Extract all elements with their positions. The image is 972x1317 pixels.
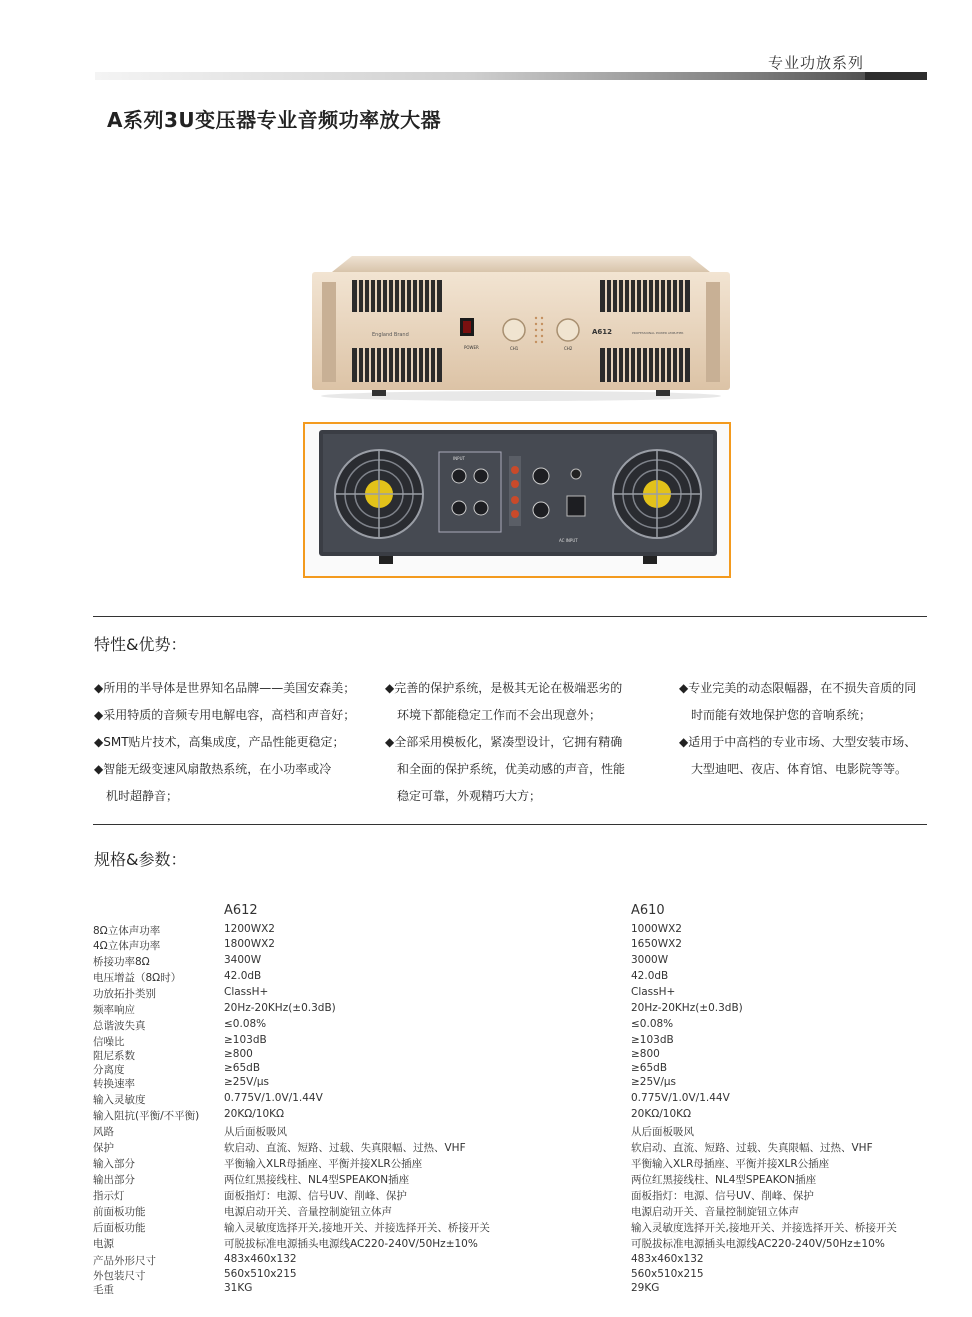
spec-value-a610: 29KG [631, 1282, 660, 1294]
spec-label: 功放拓扑类别 [93, 988, 156, 1000]
features-column-2 [385, 675, 625, 810]
spec-value-a610: 输入灵敏度选择开关,接地开关、并接选择开关、桥接开关 [631, 1222, 897, 1234]
spec-value-a612: ClassH+ [224, 986, 269, 998]
spec-row [93, 986, 923, 1000]
spec-label: 桥接功率8Ω [93, 956, 150, 968]
spec-row [93, 1076, 923, 1090]
spec-value-a612: 电源启动开关、音量控制旋钮立体声 [224, 1206, 392, 1218]
series-label: 专业功放系列 [767, 54, 864, 72]
spec-label: 输入阻抗(平衡/不平衡) [93, 1110, 200, 1122]
spec-value-a612: ≥65dB [224, 1062, 261, 1074]
spec-label: 电源 [93, 1238, 114, 1250]
spec-value-a610: ≥103dB [631, 1034, 674, 1046]
spec-label: 频率响应 [93, 1004, 135, 1016]
feature-line: 和全面的保护系统，优美动感的声音，性能 [385, 762, 626, 776]
spec-value-a612: 483x460x132 [224, 1253, 297, 1265]
spec-value-a610: ≤0.08% [631, 1018, 674, 1030]
spec-label: 电压增益（8Ω时） [93, 972, 182, 984]
spec-row [93, 1188, 923, 1202]
spec-value-a612: 20KΩ/10KΩ [224, 1108, 285, 1120]
spec-label: 信噪比 [93, 1036, 125, 1048]
spec-value-a610: 483x460x132 [631, 1253, 704, 1265]
specs-heading: 规格&参数： [94, 850, 187, 869]
feature-line: 稳定可靠，外观精巧大方； [385, 789, 542, 803]
fan-right-icon [613, 450, 701, 538]
feature-line: ◆专业完美的动态限幅器，在不损失音质的同 [679, 681, 917, 695]
header-gradient-bar [95, 72, 927, 80]
spec-label: 产品外形尺寸 [93, 1255, 156, 1267]
spec-value-a612: 软启动、直流、短路、过载、失真限幅、过热、VHF [224, 1142, 466, 1154]
spec-value-a610: 42.0dB [631, 970, 669, 982]
spec-value-a610: 平衡输入XLR母插座、平衡并接XLR公插座 [631, 1158, 830, 1170]
model-header-a612: A612 [224, 903, 258, 918]
spec-row [93, 1204, 923, 1218]
feature-line: 环境下都能稳定工作而不会出现意外； [385, 708, 602, 722]
front-ch1-text: CH1 [510, 346, 519, 351]
spec-row [93, 1172, 923, 1186]
spec-label: 外包装尺寸 [93, 1270, 146, 1282]
spec-value-a610: 20KΩ/10KΩ [631, 1108, 692, 1120]
spec-value-a610: 0.775V/1.0V/1.44V [631, 1092, 730, 1104]
spec-label: 毛重 [93, 1284, 114, 1296]
spec-row [93, 1140, 923, 1154]
spec-value-a612: 3400W [224, 954, 262, 966]
feature-line: ◆适用于中高档的专业市场、大型安装市场、 [679, 735, 917, 749]
spec-label: 阻尼系数 [93, 1050, 135, 1062]
amplifier-back-image [319, 430, 717, 570]
spec-value-a612: 从后面板吸风 [224, 1126, 287, 1138]
amplifier-front-image [312, 256, 730, 404]
spec-value-a612: 20Hz-20KHz(±0.3dB) [224, 1002, 336, 1014]
spec-row [93, 938, 923, 952]
spec-value-a610: 电源启动开关、音量控制旋钮立体声 [631, 1206, 799, 1218]
spec-row [93, 1268, 923, 1282]
header-bar-tip [865, 72, 927, 80]
front-ch2-text: CH2 [564, 346, 573, 351]
spec-row [93, 1018, 923, 1032]
amplifier-back-frame [303, 422, 731, 578]
spec-value-a610: 3000W [631, 954, 669, 966]
spec-value-a612: 42.0dB [224, 970, 262, 982]
front-brand-text: England Brand [372, 332, 409, 338]
divider-features-top [93, 616, 927, 617]
spec-value-a610: 1650WX2 [631, 938, 682, 950]
spec-label: 输入部分 [93, 1158, 135, 1170]
spec-value-a612: 可脱拔标准电源插头电源线AC220-240V/50Hz±10% [224, 1238, 478, 1250]
spec-row [93, 1236, 923, 1250]
spec-row [93, 1108, 923, 1122]
spec-value-a612: 面板指灯：电源、信号UV、削峰、保护 [224, 1190, 407, 1202]
spec-value-a610: 20Hz-20KHz(±0.3dB) [631, 1002, 743, 1014]
feature-line: ◆所用的半导体是世界知名品牌——美国安森美； [94, 681, 356, 695]
spec-label: 输入灵敏度 [93, 1094, 146, 1106]
features-heading: 特性&优势： [94, 635, 187, 654]
page-title: A系列3U变压器专业音频功率放大器 [107, 108, 442, 132]
spec-row [93, 1034, 923, 1048]
spec-value-a612: 1200WX2 [224, 923, 275, 935]
spec-value-a610: 软启动、直流、短路、过载、失真限幅、过热、VHF [631, 1142, 873, 1154]
spec-label: 分离度 [93, 1064, 125, 1076]
spec-row [93, 1092, 923, 1106]
spec-row [93, 1002, 923, 1016]
spec-value-a610: ≥65dB [631, 1062, 668, 1074]
feature-line: 大型迪吧、夜店、体育馆、电影院等等。 [679, 762, 908, 776]
spec-row [93, 954, 923, 968]
spec-row [93, 1124, 923, 1138]
feature-line: ◆采用特质的音频专用电解电容，高档和声音好； [94, 708, 356, 722]
divider-specs-top [93, 824, 927, 825]
spec-value-a610: ≥25V/μs [631, 1076, 677, 1088]
spec-value-a610: 560x510x215 [631, 1268, 704, 1280]
spec-value-a612: ≤0.08% [224, 1018, 267, 1030]
spec-value-a610: 可脱拔标准电源插头电源线AC220-240V/50Hz±10% [631, 1238, 885, 1250]
spec-value-a612: ≥25V/μs [224, 1076, 270, 1088]
spec-label: 输出部分 [93, 1174, 135, 1186]
spec-label: 转换速率 [93, 1078, 135, 1090]
spec-row [93, 970, 923, 984]
spec-value-a610: 两位红黑接线柱、NL4型SPEAKON插座 [631, 1174, 817, 1186]
spec-value-a612: 两位红黑接线柱、NL4型SPEAKON插座 [224, 1174, 410, 1186]
back-input-text: INPUT [453, 456, 465, 461]
spec-value-a610: 从后面板吸风 [631, 1126, 694, 1138]
feature-line: 机时超静音； [94, 789, 179, 803]
front-subtitle-text: PROFESSIONAL POWER AMPLIFIER [632, 331, 684, 335]
spec-value-a610: ≥800 [631, 1048, 660, 1060]
spec-row [93, 1282, 923, 1296]
spec-row [93, 1062, 923, 1076]
spec-row [93, 1220, 923, 1234]
spec-value-a610: 面板指灯：电源、信号UV、削峰、保护 [631, 1190, 814, 1202]
spec-value-a610: 1000WX2 [631, 923, 682, 935]
features-column-1 [94, 675, 355, 810]
spec-row [93, 923, 923, 937]
spec-value-a612: 输入灵敏度选择开关,接地开关、并接选择开关、桥接开关 [224, 1222, 490, 1234]
spec-row [93, 1048, 923, 1062]
features-column-3 [679, 675, 916, 783]
model-header-a610: A610 [631, 903, 665, 918]
spec-row [93, 1253, 923, 1267]
feature-line: ◆全部采用模板化，紧凑型设计，它拥有精确 [385, 735, 623, 749]
spec-value-a610: ClassH+ [631, 986, 676, 998]
feature-line: 时而能有效地保护您的音响系统； [679, 708, 872, 722]
spec-label: 风路 [93, 1126, 114, 1138]
spec-row [93, 1156, 923, 1170]
spec-label: 总谐波失真 [93, 1020, 146, 1032]
feature-line: ◆智能无级变速风扇散热系统，在小功率或冷 [94, 762, 332, 776]
spec-value-a612: 0.775V/1.0V/1.44V [224, 1092, 323, 1104]
spec-label: 指示灯 [93, 1190, 125, 1202]
spec-value-a612: ≥800 [224, 1048, 253, 1060]
spec-label: 前面板功能 [93, 1206, 146, 1218]
fan-left-icon [335, 450, 423, 538]
feature-line: ◆完善的保护系统，是极其无论在极端恶劣的 [385, 681, 623, 695]
spec-value-a612: 31KG [224, 1282, 253, 1294]
spec-label: 后面板功能 [93, 1222, 146, 1234]
front-model-text: A612 [592, 328, 613, 336]
spec-label: 4Ω立体声功率 [93, 940, 161, 952]
spec-label: 8Ω立体声功率 [93, 925, 161, 937]
front-power-text: POWER [464, 345, 479, 350]
back-ac-text: AC INPUT [559, 538, 578, 543]
spec-value-a612: ≥103dB [224, 1034, 267, 1046]
spec-label: 保护 [93, 1142, 114, 1154]
spec-value-a612: 1800WX2 [224, 938, 275, 950]
feature-line: ◆SMT贴片技术，高集成度，产品性能更稳定； [94, 735, 345, 749]
spec-value-a612: 平衡输入XLR母插座、平衡并接XLR公插座 [224, 1158, 423, 1170]
spec-value-a612: 560x510x215 [224, 1268, 297, 1280]
